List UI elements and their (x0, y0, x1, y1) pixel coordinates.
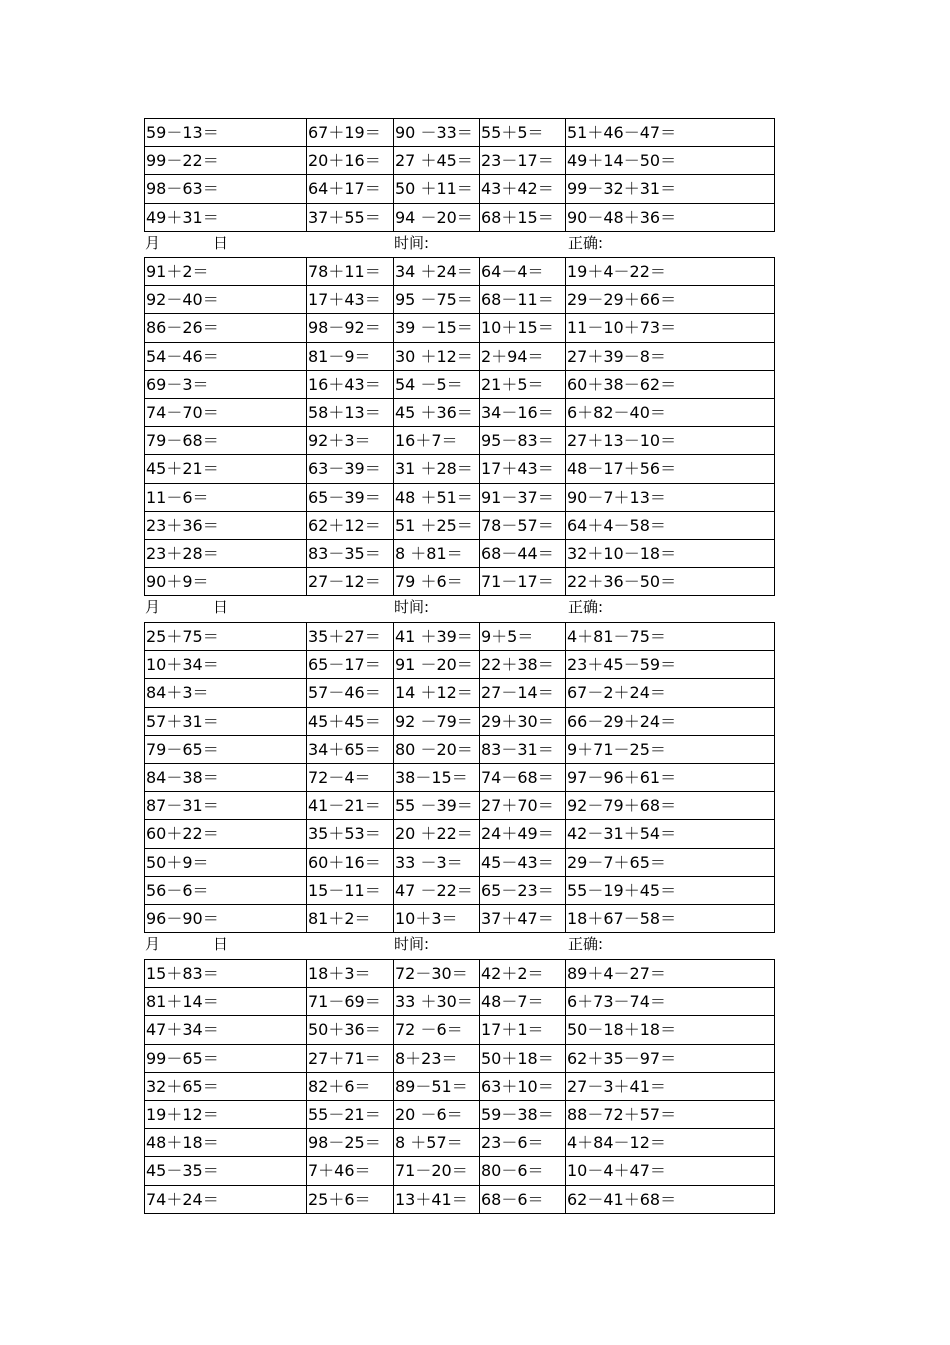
problem-row (145, 314, 775, 342)
problem-row (145, 1016, 775, 1044)
problem-cell: 90＋9＝ (145, 568, 307, 596)
problem-cell: 87－31＝ (145, 792, 307, 820)
problem-cell: 8 ＋81＝ (394, 539, 480, 567)
problem-row (145, 370, 775, 398)
problem-cell: 79－68＝ (145, 427, 307, 455)
problem-cell: 55－21＝ (307, 1100, 394, 1128)
problem-cell: 56－6＝ (145, 876, 307, 904)
problem-cell: 10＋15＝ (480, 314, 566, 342)
problem-cell: 22＋38＝ (480, 651, 566, 679)
problem-row (145, 539, 775, 567)
problem-cell: 91－37＝ (480, 483, 566, 511)
problem-cell: 97－96＋61＝ (566, 763, 775, 791)
problem-cell: 49＋14－50＝ (566, 147, 775, 175)
problem-cell: 55－19＋45＝ (566, 876, 775, 904)
problem-cell: 27－14＝ (480, 679, 566, 707)
problem-cell: 79 ＋6＝ (394, 568, 480, 596)
problem-cell: 33 －3＝ (394, 848, 480, 876)
problem-cell: 90－48＋36＝ (566, 203, 775, 231)
problem-cell: 23＋28＝ (145, 539, 307, 567)
problem-row (145, 820, 775, 848)
problem-cell: 71－20＝ (394, 1157, 480, 1185)
problem-cell: 8＋23＝ (394, 1044, 480, 1072)
problem-cell: 80－6＝ (480, 1157, 566, 1185)
problem-cell: 45－35＝ (145, 1157, 307, 1185)
problem-cell: 47 －22＝ (394, 876, 480, 904)
problem-cell: 37＋55＝ (307, 203, 394, 231)
problem-cell: 35＋53＝ (307, 820, 394, 848)
problem-row (145, 1129, 775, 1157)
problem-cell: 83－35＝ (307, 539, 394, 567)
problem-row (145, 735, 775, 763)
problem-cell: 59－38＝ (480, 1100, 566, 1128)
problem-cell: 60＋22＝ (145, 820, 307, 848)
problem-cell: 60＋16＝ (307, 848, 394, 876)
problem-cell: 50＋36＝ (307, 1016, 394, 1044)
problem-cell: 10＋34＝ (145, 651, 307, 679)
problem-cell: 6＋82－40＝ (566, 398, 775, 426)
problem-cell: 27＋39－8＝ (566, 342, 775, 370)
problem-cell: 57－46＝ (307, 679, 394, 707)
problem-cell: 9＋71－25＝ (566, 735, 775, 763)
problem-row (145, 707, 775, 735)
problem-cell: 86－26＝ (145, 314, 307, 342)
problem-cell: 42＋2＝ (480, 960, 566, 988)
problem-cell: 29－7＋65＝ (566, 848, 775, 876)
problem-cell: 29＋30＝ (480, 707, 566, 735)
problem-cell: 38－15＝ (394, 763, 480, 791)
problem-cell: 29－29＋66＝ (566, 286, 775, 314)
problem-cell: 13＋41＝ (394, 1185, 480, 1213)
problem-cell: 10－4＋47＝ (566, 1157, 775, 1185)
problem-cell: 90 －33＝ (394, 119, 480, 147)
problem-cell: 78＋11＝ (307, 258, 394, 286)
date-time-score-header (144, 930, 774, 958)
month-label: 月 (145, 598, 161, 616)
problem-cell: 65－39＝ (307, 483, 394, 511)
problem-cell: 50＋9＝ (145, 848, 307, 876)
problem-row (145, 904, 775, 932)
problem-cell: 17＋43＝ (307, 286, 394, 314)
problem-cell: 62－41＋68＝ (566, 1185, 775, 1213)
problem-cell: 74－68＝ (480, 763, 566, 791)
problem-cell: 19＋12＝ (145, 1100, 307, 1128)
problem-cell: 50－18＋18＝ (566, 1016, 775, 1044)
problem-cell: 39 －15＝ (394, 314, 480, 342)
problem-cell: 41 ＋39＝ (394, 623, 480, 651)
problem-cell: 48－17＋56＝ (566, 455, 775, 483)
problem-cell: 27＋71＝ (307, 1044, 394, 1072)
time-label: 时间: (394, 598, 430, 616)
problem-row (145, 568, 775, 596)
problem-cell: 45＋45＝ (307, 707, 394, 735)
problem-cell: 14 ＋12＝ (394, 679, 480, 707)
time-label: 时间: (394, 234, 430, 252)
problem-cell: 72－4＝ (307, 763, 394, 791)
problem-table-2 (144, 257, 775, 596)
problem-cell: 45－43＝ (480, 848, 566, 876)
problem-cell: 15＋83＝ (145, 960, 307, 988)
correct-label: 正确: (568, 598, 604, 616)
problem-cell: 23＋36＝ (145, 511, 307, 539)
problem-cell: 16＋43＝ (307, 370, 394, 398)
problem-cell: 27 ＋45＝ (394, 147, 480, 175)
day-label: 日 (213, 234, 229, 252)
problem-cell: 92＋3＝ (307, 427, 394, 455)
problem-cell: 63＋10＝ (480, 1072, 566, 1100)
problem-cell: 71－17＝ (480, 568, 566, 596)
problem-cell: 34 ＋24＝ (394, 258, 480, 286)
problem-cell: 33 ＋30＝ (394, 988, 480, 1016)
problem-row (145, 988, 775, 1016)
problem-cell: 42－31＋54＝ (566, 820, 775, 848)
problem-cell: 81－9＝ (307, 342, 394, 370)
problem-cell: 99－22＝ (145, 147, 307, 175)
problem-cell: 24＋49＝ (480, 820, 566, 848)
problem-row (145, 286, 775, 314)
problem-cell: 27＋70＝ (480, 792, 566, 820)
problem-cell: 99－65＝ (145, 1044, 307, 1072)
problem-cell: 34＋65＝ (307, 735, 394, 763)
problem-cell: 20＋16＝ (307, 147, 394, 175)
problem-cell: 17＋43＝ (480, 455, 566, 483)
problem-cell: 19＋4－22＝ (566, 258, 775, 286)
correct-label: 正确: (568, 234, 604, 252)
problem-cell: 67－2＋24＝ (566, 679, 775, 707)
problem-row (145, 1072, 775, 1100)
problem-cell: 98－92＝ (307, 314, 394, 342)
problem-cell: 51＋46－47＝ (566, 119, 775, 147)
problem-cell: 48 ＋51＝ (394, 483, 480, 511)
date-time-score-header (144, 593, 774, 621)
problem-cell: 15－11＝ (307, 876, 394, 904)
problem-cell: 48－7＝ (480, 988, 566, 1016)
problem-row (145, 175, 775, 203)
problem-cell: 6＋73－74＝ (566, 988, 775, 1016)
problem-cell: 64＋17＝ (307, 175, 394, 203)
problem-row (145, 1044, 775, 1072)
problem-cell: 2＋94＝ (480, 342, 566, 370)
problem-cell: 23－6＝ (480, 1129, 566, 1157)
problem-cell: 89＋4－27＝ (566, 960, 775, 988)
problem-cell: 50 ＋11＝ (394, 175, 480, 203)
problem-cell: 45 ＋36＝ (394, 398, 480, 426)
problem-cell: 55 －39＝ (394, 792, 480, 820)
problem-cell: 84＋3＝ (145, 679, 307, 707)
month-label: 月 (145, 935, 161, 953)
problem-cell: 59－13＝ (145, 119, 307, 147)
problem-row (145, 876, 775, 904)
problem-cell: 68－6＝ (480, 1185, 566, 1213)
problem-cell: 11－10＋73＝ (566, 314, 775, 342)
problem-cell: 68＋15＝ (480, 203, 566, 231)
problem-cell: 95 －75＝ (394, 286, 480, 314)
problem-cell: 23＋45－59＝ (566, 651, 775, 679)
problem-cell: 51 ＋25＝ (394, 511, 480, 539)
problem-cell: 92－40＝ (145, 286, 307, 314)
problem-cell: 83－31＝ (480, 735, 566, 763)
problem-row (145, 258, 775, 286)
problem-cell: 25＋6＝ (307, 1185, 394, 1213)
time-label: 时间: (394, 935, 430, 953)
problem-cell: 20 ＋22＝ (394, 820, 480, 848)
correct-label: 正确: (568, 935, 604, 953)
problem-cell: 4＋84－12＝ (566, 1129, 775, 1157)
problem-cell: 64－4＝ (480, 258, 566, 286)
problem-cell: 27－12＝ (307, 568, 394, 596)
problem-row (145, 455, 775, 483)
problem-row (145, 651, 775, 679)
problem-row (145, 119, 775, 147)
problem-cell: 45＋21＝ (145, 455, 307, 483)
problem-cell: 22＋36－50＝ (566, 568, 775, 596)
problem-cell: 90－7＋13＝ (566, 483, 775, 511)
problem-row (145, 1185, 775, 1213)
problem-row (145, 427, 775, 455)
problem-cell: 67＋19＝ (307, 119, 394, 147)
problem-cell: 8 ＋57＝ (394, 1129, 480, 1157)
problem-row (145, 342, 775, 370)
problem-cell: 32＋10－18＝ (566, 539, 775, 567)
day-label: 日 (213, 935, 229, 953)
problem-row (145, 1157, 775, 1185)
problem-cell: 95－83＝ (480, 427, 566, 455)
problem-cell: 92－79＋68＝ (566, 792, 775, 820)
problem-cell: 65－17＝ (307, 651, 394, 679)
problem-cell: 34－16＝ (480, 398, 566, 426)
problem-cell: 69－3＝ (145, 370, 307, 398)
problem-cell: 55＋5＝ (480, 119, 566, 147)
problem-row (145, 398, 775, 426)
problem-cell: 43＋42＝ (480, 175, 566, 203)
problem-row (145, 623, 775, 651)
problem-cell: 18＋3＝ (307, 960, 394, 988)
problem-cell: 68－11＝ (480, 286, 566, 314)
problem-cell: 17＋1＝ (480, 1016, 566, 1044)
problem-cell: 94 －20＝ (394, 203, 480, 231)
date-time-score-header (144, 229, 774, 257)
problem-cell: 54 －5＝ (394, 370, 480, 398)
problem-cell: 72 －6＝ (394, 1016, 480, 1044)
problem-cell: 21＋5＝ (480, 370, 566, 398)
problem-cell: 79－65＝ (145, 735, 307, 763)
day-label: 日 (213, 598, 229, 616)
problem-cell: 41－21＝ (307, 792, 394, 820)
problem-cell: 25＋75＝ (145, 623, 307, 651)
problem-row (145, 1100, 775, 1128)
problem-cell: 27＋13－10＝ (566, 427, 775, 455)
problem-cell: 92 －79＝ (394, 707, 480, 735)
problem-cell: 11－6＝ (145, 483, 307, 511)
problem-cell: 27－3＋41＝ (566, 1072, 775, 1100)
problem-cell: 63－39＝ (307, 455, 394, 483)
problem-cell: 32＋65＝ (145, 1072, 307, 1100)
problem-row (145, 960, 775, 988)
problem-cell: 98－63＝ (145, 175, 307, 203)
problem-cell: 64＋4－58＝ (566, 511, 775, 539)
problem-table-3 (144, 622, 775, 933)
problem-cell: 68－44＝ (480, 539, 566, 567)
problem-cell: 54－46＝ (145, 342, 307, 370)
problem-cell: 60＋38－62＝ (566, 370, 775, 398)
problem-cell: 10＋3＝ (394, 904, 480, 932)
problem-row (145, 792, 775, 820)
problem-cell: 72－30＝ (394, 960, 480, 988)
problem-row (145, 147, 775, 175)
problem-cell: 78－57＝ (480, 511, 566, 539)
problem-cell: 99－32＋31＝ (566, 175, 775, 203)
problem-cell: 20 －6＝ (394, 1100, 480, 1128)
problem-cell: 96－90＝ (145, 904, 307, 932)
problem-cell: 4＋81－75＝ (566, 623, 775, 651)
month-label: 月 (145, 234, 161, 252)
problem-row (145, 483, 775, 511)
problem-cell: 74－70＝ (145, 398, 307, 426)
problem-cell: 49＋31＝ (145, 203, 307, 231)
problem-cell: 84－38＝ (145, 763, 307, 791)
problem-cell: 98－25＝ (307, 1129, 394, 1157)
problem-cell: 57＋31＝ (145, 707, 307, 735)
problem-cell: 31 ＋28＝ (394, 455, 480, 483)
problem-cell: 58＋13＝ (307, 398, 394, 426)
problem-cell: 91＋2＝ (145, 258, 307, 286)
problem-cell: 37＋47＝ (480, 904, 566, 932)
problem-table-1 (144, 118, 775, 232)
problem-cell: 71－69＝ (307, 988, 394, 1016)
problem-cell: 50＋18＝ (480, 1044, 566, 1072)
problem-row (145, 679, 775, 707)
problem-cell: 65－23＝ (480, 876, 566, 904)
problem-cell: 88－72＋57＝ (566, 1100, 775, 1128)
problem-cell: 82＋6＝ (307, 1072, 394, 1100)
problem-cell: 62＋35－97＝ (566, 1044, 775, 1072)
problem-cell: 81＋14＝ (145, 988, 307, 1016)
problem-cell: 7＋46＝ (307, 1157, 394, 1185)
problem-cell: 80 －20＝ (394, 735, 480, 763)
problem-cell: 23－17＝ (480, 147, 566, 175)
problem-table-4 (144, 959, 775, 1214)
problem-cell: 9＋5＝ (480, 623, 566, 651)
problem-cell: 74＋24＝ (145, 1185, 307, 1213)
problem-cell: 89－51＝ (394, 1072, 480, 1100)
problem-cell: 91 －20＝ (394, 651, 480, 679)
problem-row (145, 203, 775, 231)
problem-cell: 47＋34＝ (145, 1016, 307, 1044)
problem-cell: 66－29＋24＝ (566, 707, 775, 735)
problem-row (145, 848, 775, 876)
problem-cell: 16＋7＝ (394, 427, 480, 455)
problem-cell: 18＋67－58＝ (566, 904, 775, 932)
problem-cell: 30 ＋12＝ (394, 342, 480, 370)
problem-row (145, 511, 775, 539)
problem-cell: 48＋18＝ (145, 1129, 307, 1157)
problem-cell: 35＋27＝ (307, 623, 394, 651)
problem-cell: 62＋12＝ (307, 511, 394, 539)
problem-cell: 81＋2＝ (307, 904, 394, 932)
problem-row (145, 763, 775, 791)
